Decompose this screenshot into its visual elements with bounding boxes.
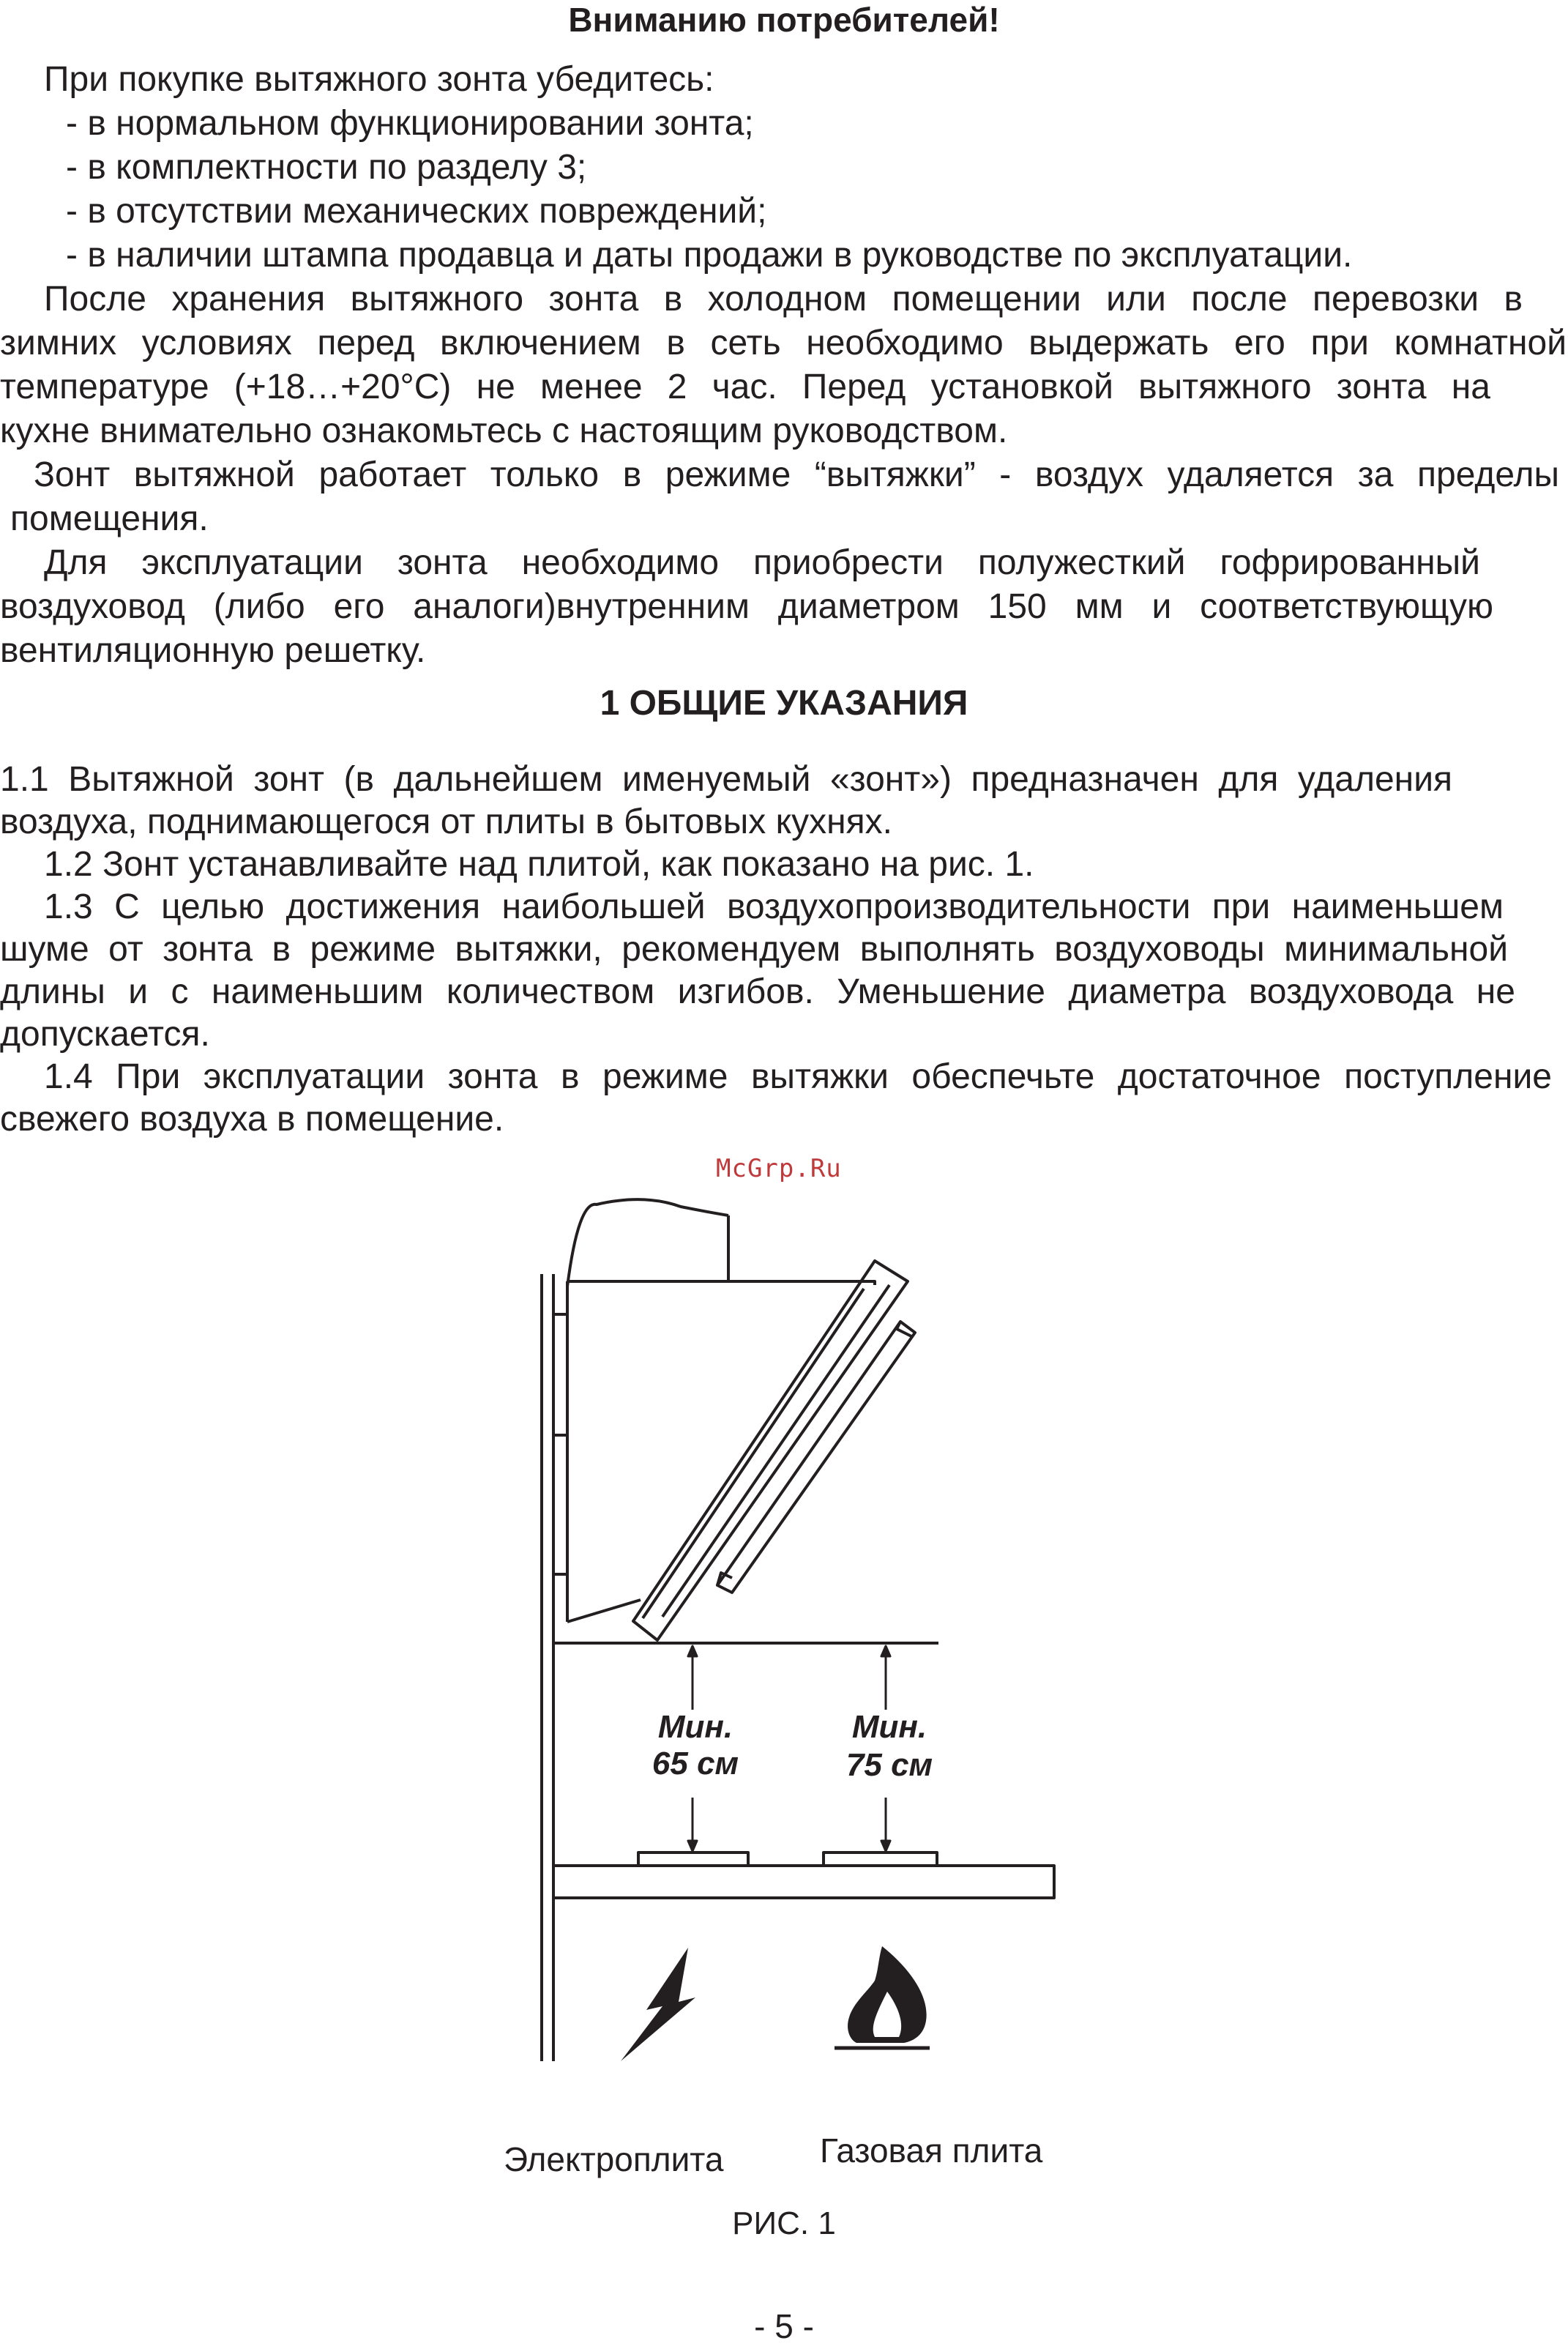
notice-line: Для эксплуатации зонта необходимо приобрести полужесткий гофрированный xyxy=(44,543,1480,582)
min-distance-gas-value: 75 см xyxy=(845,1747,933,1783)
section-line: допускается. xyxy=(0,1015,210,1054)
wall xyxy=(542,1274,553,2061)
lightning-icon xyxy=(621,1948,695,2061)
page-number: - 5 - xyxy=(754,2307,814,2345)
notice-line: - в комплектности по разделу 3; xyxy=(66,148,587,187)
notice-line: помещения. xyxy=(10,499,209,538)
min-distance-electric-label: Мин. xyxy=(657,1709,733,1745)
notice-line: - в отсутствии механических повреждений; xyxy=(66,192,767,231)
notice-line: воздуховод (либо его аналоги)внутренним диаметром 150 мм и соответствующую xyxy=(0,587,1493,626)
duct-pipe xyxy=(567,1199,728,1286)
notice-line: После хранения вытяжного зонта в холодном помещении или после перевозки в xyxy=(44,280,1523,319)
watermark: McGrp.Ru xyxy=(716,1154,842,1183)
notice-line: кухне внимательно ознакомьтесь с настоящим руководством. xyxy=(0,412,1008,450)
figure-label: РИС. 1 xyxy=(732,2205,836,2241)
section-line: 1.2 Зонт устанавливайте над плитой, как показано на рис. 1. xyxy=(44,845,1034,884)
notice-line: - в наличии штампа продавца и даты продажи в руководстве по эксплуатации. xyxy=(66,236,1353,275)
section-line: длины и с наименьшим количеством изгибов. Уменьшение диаметра воздуховода не xyxy=(0,972,1515,1011)
notice-line: Зонт вытяжной работает только в режиме “вытяжки” - воздух удаляется за пределы xyxy=(34,455,1559,494)
notice-title: Вниманию потребителей! xyxy=(568,1,1000,39)
section-line: свежего воздуха в помещение. xyxy=(0,1100,504,1139)
section-line: шуме от зонта в режиме вытяжки, рекомендуем выполнять воздуховоды минимальной xyxy=(0,930,1508,969)
notice-line: вентиляционную решетку. xyxy=(0,631,426,670)
notice-line: температуре (+18…+20°С) не менее 2 час. Перед установкой вытяжного зонта на xyxy=(0,368,1490,406)
section-line: 1.3 С целью достижения наибольшей воздухопроизводительности при наименьшем xyxy=(44,887,1504,926)
gas-stove-caption: Газовая плита xyxy=(820,2131,1043,2170)
cooktop xyxy=(553,1852,1054,1898)
electric-stove-caption: Электроплита xyxy=(504,2140,724,2178)
section-line: 1.1 Вытяжной зонт (в дальнейшем именуемый «зонт») предназначен для удаления xyxy=(0,760,1452,799)
notice-line: зимних условиях перед включением в сеть необходимо выдержать его при комнатной xyxy=(0,324,1567,362)
section-title: 1 ОБЩИЕ УКАЗАНИЯ xyxy=(600,684,968,723)
flame-icon xyxy=(835,1946,930,2048)
min-distance-gas-label: Мин. xyxy=(851,1709,927,1745)
notice-line: При покупке вытяжного зонта убедитесь: xyxy=(44,60,714,99)
section-line: 1.4 При эксплуатации зонта в режиме вытяжки обеспечьте достаточное поступление xyxy=(44,1057,1552,1096)
hood-glass-panel xyxy=(633,1261,915,1640)
notice-line: - в нормальном функционировании зонта; xyxy=(66,104,754,143)
min-distance-electric-value: 65 см xyxy=(652,1746,739,1781)
section-line: воздуха, поднимающегося от плиты в бытовых кухнях. xyxy=(0,803,892,841)
hood-installation-diagram xyxy=(512,1186,1098,2079)
